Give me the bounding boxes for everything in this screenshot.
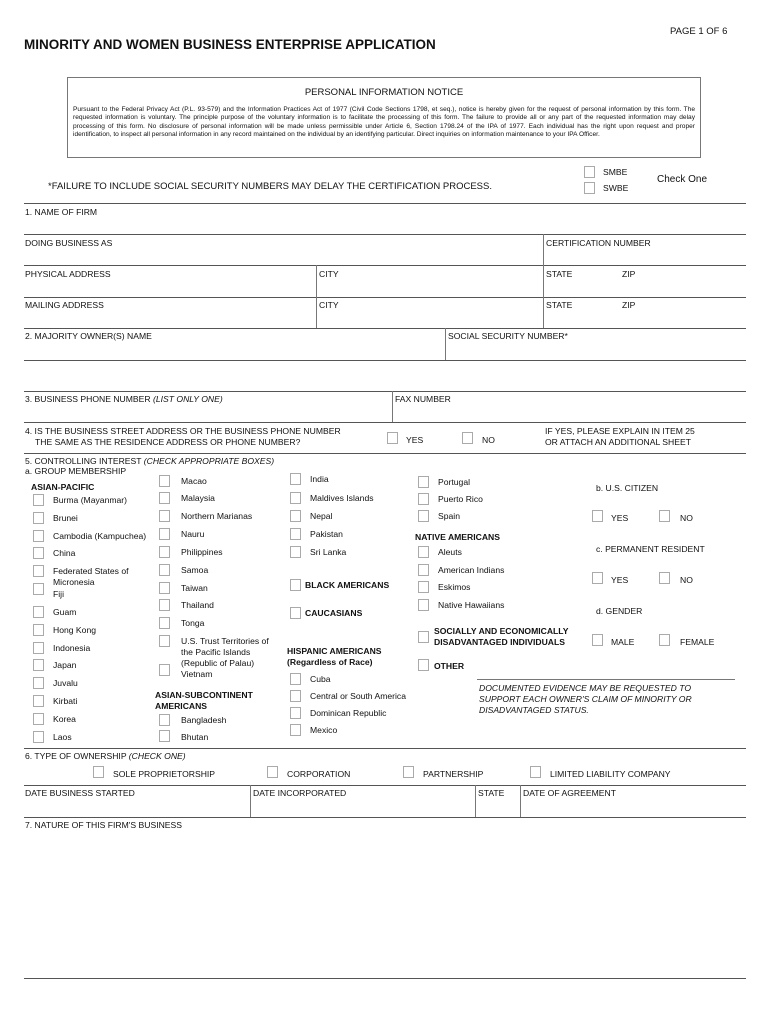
notice-title: PERSONAL INFORMATION NOTICE <box>304 87 464 98</box>
corporation-label: CORPORATION <box>287 769 351 779</box>
q4-explain-line1: IF YES, PLEASE EXPLAIN IN ITEM 25 <box>545 426 695 436</box>
cambodia-checkbox[interactable] <box>33 530 44 542</box>
citizen-no-checkbox[interactable] <box>659 510 670 522</box>
sri-lanka-checkbox[interactable] <box>290 546 301 558</box>
resident-no-checkbox[interactable] <box>659 572 670 584</box>
mailing-zip-label: ZIP <box>622 300 636 310</box>
ssn-label: SOCIAL SECURITY NUMBER* <box>448 331 568 341</box>
us-trust-label-line1: U.S. Trust Territories of <box>181 636 269 646</box>
maldives-checkbox[interactable] <box>290 492 301 504</box>
laos-label: Laos <box>53 732 72 742</box>
swbe-label: SWBE <box>603 183 629 193</box>
divider <box>24 234 746 235</box>
native-hawaiians-label: Native Hawaiians <box>438 600 505 610</box>
q4-no-checkbox[interactable] <box>462 432 473 444</box>
central-south-america-label: Central or South America <box>310 691 407 701</box>
divider <box>24 265 746 266</box>
certification-number-label: CERTIFICATION NUMBER <box>546 238 651 248</box>
swbe-checkbox[interactable] <box>584 182 595 194</box>
privacy-notice-box <box>67 77 701 158</box>
column-divider <box>392 391 393 422</box>
q4-yes-checkbox[interactable] <box>387 432 398 444</box>
ownership-state-label: STATE <box>478 788 505 798</box>
kirbati-checkbox[interactable] <box>33 695 44 707</box>
date-incorporated-label: DATE INCORPORATED <box>253 788 347 798</box>
divider <box>24 360 746 361</box>
socially-disadvantaged-checkbox[interactable] <box>418 631 429 643</box>
q4-question-line1: 4. IS THE BUSINESS STREET ADDRESS OR THE BUSINESS PHONE NUMBER <box>25 426 341 436</box>
mailing-city-label: CITY <box>319 300 339 310</box>
northern-marianas-label: Northern Marianas <box>181 511 253 521</box>
mexico-label: Mexico <box>310 725 338 735</box>
nauru-checkbox[interactable] <box>159 528 170 540</box>
q4-yes-label: YES <box>406 435 424 445</box>
spain-label: Spain <box>438 511 460 521</box>
philippines-checkbox[interactable] <box>159 546 170 558</box>
kirbati-label: Kirbati <box>53 696 78 706</box>
american-indians-label: American Indians <box>438 565 505 575</box>
hispanic-heading-line2: (Regardless of Race) <box>287 657 373 667</box>
us-citizen-label: b. U.S. CITIZEN <box>596 483 659 493</box>
nepal-label: Nepal <box>310 511 333 521</box>
divider <box>24 391 746 392</box>
hong-kong-label: Hong Kong <box>53 625 97 635</box>
citizen-yes-label: YES <box>611 513 629 523</box>
indonesia-label: Indonesia <box>53 643 91 653</box>
black-americans-checkbox[interactable] <box>290 579 301 591</box>
nauru-label: Nauru <box>181 529 205 539</box>
vietnam-checkbox[interactable] <box>159 664 170 676</box>
burma-checkbox[interactable] <box>33 494 44 506</box>
check-one-label: Check One <box>657 174 708 185</box>
asian-subcontinent-heading-line2: AMERICANS <box>155 701 208 711</box>
column-divider <box>543 234 544 328</box>
column-divider <box>250 785 251 817</box>
resident-yes-label: YES <box>611 575 629 585</box>
phone-label: 3. BUSINESS PHONE NUMBER (LIST ONLY ONE) <box>25 394 223 404</box>
aleuts-checkbox[interactable] <box>418 546 429 558</box>
japan-checkbox[interactable] <box>33 659 44 671</box>
male-label: MALE <box>611 637 635 647</box>
portugal-checkbox[interactable] <box>418 476 429 488</box>
divider <box>24 748 746 749</box>
owner-name-label: 2. MAJORITY OWNER(S) NAME <box>25 331 152 341</box>
bhutan-label: Bhutan <box>181 732 209 742</box>
sole-proprietorship-checkbox[interactable] <box>93 766 104 778</box>
page-title: MINORITY AND WOMEN BUSINESS ENTERPRISE APPLICATION <box>24 37 436 52</box>
evidence-note-line3: DISADVANTAGED STATUS. <box>479 705 589 715</box>
micronesia-label-line1: Federated States of <box>53 566 129 576</box>
female-label: FEMALE <box>680 637 715 647</box>
philippines-label: Philippines <box>181 547 223 557</box>
partnership-checkbox[interactable] <box>403 766 414 778</box>
tonga-checkbox[interactable] <box>159 617 170 629</box>
bangladesh-checkbox[interactable] <box>159 714 170 726</box>
us-trust-label-line2: the Pacific Islands <box>181 647 251 657</box>
socially-heading-line2: DISADVANTAGED INDIVIDUALS <box>434 637 565 647</box>
hispanic-heading-line1: HISPANIC AMERICANS <box>287 646 382 656</box>
mailing-state-label: STATE <box>546 300 573 310</box>
physical-city-label: CITY <box>319 269 339 279</box>
korea-checkbox[interactable] <box>33 713 44 725</box>
pakistan-label: Pakistan <box>310 529 343 539</box>
controlling-interest-heading: 5. CONTROLLING INTEREST (CHECK APPROPRIATE BOXES) <box>25 456 275 466</box>
socially-heading-line1: SOCIALLY AND ECONOMICALLY <box>434 626 569 636</box>
us-trust-label-line3: (Republic of Palau) <box>181 658 255 668</box>
notice-body: Pursuant to the Federal Privacy Act (P.L. 93-579) and the Information Practices Act of 1977 (Civil Code Sections 1798, et seq.), notice is hereby given for the request of personal information by this form. The requested information is voluntary. The principle purpose of the voluntary information is to facilitate the processing of this form. The failure to provide all or any part of the requested information may delay processing of this form. No disclosure of personal information will be made unless permissible under Article 6, Section 1798.24 of the IPA of 1977. Each individual has the right upon request and proper identification, to inspect all personal information in any record maintained on the individual by an identifying particular. Direct inquiries on information maintenance to your IPA Officer. <box>73 106 695 139</box>
other-checkbox[interactable] <box>418 659 429 671</box>
samoa-label: Samoa <box>181 565 209 575</box>
native-americans-heading: NATIVE AMERICANS <box>415 532 500 542</box>
cambodia-label: Cambodia (Kampuchea) <box>53 531 147 541</box>
column-divider <box>316 265 317 328</box>
macao-label: Macao <box>181 476 207 486</box>
aleuts-label: Aleuts <box>438 547 462 557</box>
china-label: China <box>53 548 76 558</box>
divider <box>24 422 746 423</box>
india-checkbox[interactable] <box>290 473 301 485</box>
bangladesh-label: Bangladesh <box>181 715 227 725</box>
divider <box>24 203 746 204</box>
native-hawaiians-checkbox[interactable] <box>418 599 429 611</box>
indonesia-checkbox[interactable] <box>33 642 44 654</box>
date-agreement-label: DATE OF AGREEMENT <box>523 788 616 798</box>
tonga-label: Tonga <box>181 618 205 628</box>
korea-label: Korea <box>53 714 76 724</box>
guam-checkbox[interactable] <box>33 606 44 618</box>
nature-of-business-label: 7. NATURE OF THIS FIRM'S BUSINESS <box>25 820 182 830</box>
juvalu-checkbox[interactable] <box>33 677 44 689</box>
mexico-checkbox[interactable] <box>290 724 301 736</box>
spain-checkbox[interactable] <box>418 510 429 522</box>
permanent-resident-label: c. PERMANENT RESIDENT <box>596 544 705 554</box>
q4-explain-line2: OR ATTACH AN ADDITIONAL SHEET <box>545 437 691 447</box>
column-divider <box>520 785 521 817</box>
sole-proprietorship-label: SOLE PROPRIETORSHIP <box>113 769 216 779</box>
llc-label: LIMITED LIABILITY COMPANY <box>550 769 671 779</box>
micronesia-label-line2: Micronesia <box>53 577 95 587</box>
column-divider <box>445 328 446 360</box>
divider <box>24 785 746 786</box>
cuba-checkbox[interactable] <box>290 673 301 685</box>
malaysia-label: Malaysia <box>181 493 215 503</box>
divider <box>24 817 746 818</box>
taiwan-label: Taiwan <box>181 583 208 593</box>
evidence-note-line2: SUPPORT EACH OWNER'S CLAIM OF MINORITY OR <box>479 694 692 704</box>
eskimos-label: Eskimos <box>438 582 471 592</box>
fiji-label: Fiji <box>53 589 64 599</box>
bhutan-checkbox[interactable] <box>159 730 170 742</box>
male-checkbox[interactable] <box>592 634 603 646</box>
china-checkbox[interactable] <box>33 547 44 559</box>
divider <box>24 328 746 329</box>
fax-label: FAX NUMBER <box>395 394 451 404</box>
partnership-label: PARTNERSHIP <box>423 769 484 779</box>
divider <box>24 978 746 979</box>
evidence-rule <box>477 679 735 680</box>
mailing-address-label: MAILING ADDRESS <box>25 300 104 310</box>
ownership-heading: 6. TYPE OF OWNERSHIP (CHECK ONE) <box>25 751 186 761</box>
india-label: India <box>310 474 329 484</box>
sri-lanka-label: Sri Lanka <box>310 547 347 557</box>
vietnam-label: Vietnam <box>181 669 213 679</box>
juvalu-label: Juvalu <box>53 678 78 688</box>
pakistan-checkbox[interactable] <box>290 528 301 540</box>
asian-subcontinent-heading-line1: ASIAN-SUBCONTINENT <box>155 690 253 700</box>
page-number: PAGE 1 OF 6 <box>670 26 728 37</box>
divider <box>24 297 746 298</box>
macao-checkbox[interactable] <box>159 475 170 487</box>
brunei-label: Brunei <box>53 513 78 523</box>
asian-pacific-heading: ASIAN-PACIFIC <box>31 482 95 492</box>
guam-label: Guam <box>53 607 77 617</box>
hong-kong-checkbox[interactable] <box>33 624 44 636</box>
samoa-checkbox[interactable] <box>159 564 170 576</box>
female-checkbox[interactable] <box>659 634 670 646</box>
physical-zip-label: ZIP <box>622 269 636 279</box>
laos-checkbox[interactable] <box>33 731 44 743</box>
smbe-label: SMBE <box>603 167 628 177</box>
northern-marianas-checkbox[interactable] <box>159 510 170 522</box>
corporation-checkbox[interactable] <box>267 766 278 778</box>
citizen-no-label: NO <box>680 513 693 523</box>
evidence-note-line1: DOCUMENTED EVIDENCE MAY BE REQUESTED TO <box>479 683 692 693</box>
date-started-label: DATE BUSINESS STARTED <box>25 788 135 798</box>
group-membership-label: a. GROUP MEMBERSHIP <box>25 466 127 476</box>
column-divider <box>475 785 476 817</box>
smbe-checkbox[interactable] <box>584 166 595 178</box>
q4-no-label: NO <box>482 435 495 445</box>
malaysia-checkbox[interactable] <box>159 492 170 504</box>
caucasians-label: CAUCASIANS <box>305 608 363 618</box>
resident-yes-checkbox[interactable] <box>592 572 603 584</box>
black-americans-label: BLACK AMERICANS <box>305 580 390 590</box>
llc-checkbox[interactable] <box>530 766 541 778</box>
name-of-firm-label: 1. NAME OF FIRM <box>25 207 98 217</box>
q4-question-line2: THE SAME AS THE RESIDENCE ADDRESS OR PHONE NUMBER? <box>35 437 301 447</box>
eskimos-checkbox[interactable] <box>418 581 429 593</box>
ssn-warning: *FAILURE TO INCLUDE SOCIAL SECURITY NUMBERS MAY DELAY THE CERTIFICATION PROCESS. <box>48 181 492 192</box>
fiji-checkbox[interactable] <box>33 583 44 595</box>
burma-label: Burma (Mayanmar) <box>53 495 128 505</box>
other-label: OTHER <box>434 661 465 671</box>
dominican-republic-checkbox[interactable] <box>290 707 301 719</box>
puerto-rico-label: Puerto Rico <box>438 494 483 504</box>
central-south-america-checkbox[interactable] <box>290 690 301 702</box>
maldives-label: Maldives Islands <box>310 493 374 503</box>
physical-state-label: STATE <box>546 269 573 279</box>
citizen-yes-checkbox[interactable] <box>592 510 603 522</box>
japan-label: Japan <box>53 660 77 670</box>
brunei-checkbox[interactable] <box>33 512 44 524</box>
cuba-label: Cuba <box>310 674 331 684</box>
micronesia-checkbox[interactable] <box>33 565 44 577</box>
american-indians-checkbox[interactable] <box>418 564 429 576</box>
gender-label: d. GENDER <box>596 606 643 616</box>
dominican-republic-label: Dominican Republic <box>310 708 387 718</box>
thailand-checkbox[interactable] <box>159 599 170 611</box>
caucasians-checkbox[interactable] <box>290 607 301 619</box>
thailand-label: Thailand <box>181 600 214 610</box>
divider <box>24 453 746 454</box>
physical-address-label: PHYSICAL ADDRESS <box>25 269 111 279</box>
puerto-rico-checkbox[interactable] <box>418 493 429 505</box>
portugal-label: Portugal <box>438 477 471 487</box>
nepal-checkbox[interactable] <box>290 510 301 522</box>
taiwan-checkbox[interactable] <box>159 582 170 594</box>
resident-no-label: NO <box>680 575 693 585</box>
us-trust-territories-checkbox[interactable] <box>159 635 170 647</box>
dba-label: DOING BUSINESS AS <box>25 238 113 248</box>
